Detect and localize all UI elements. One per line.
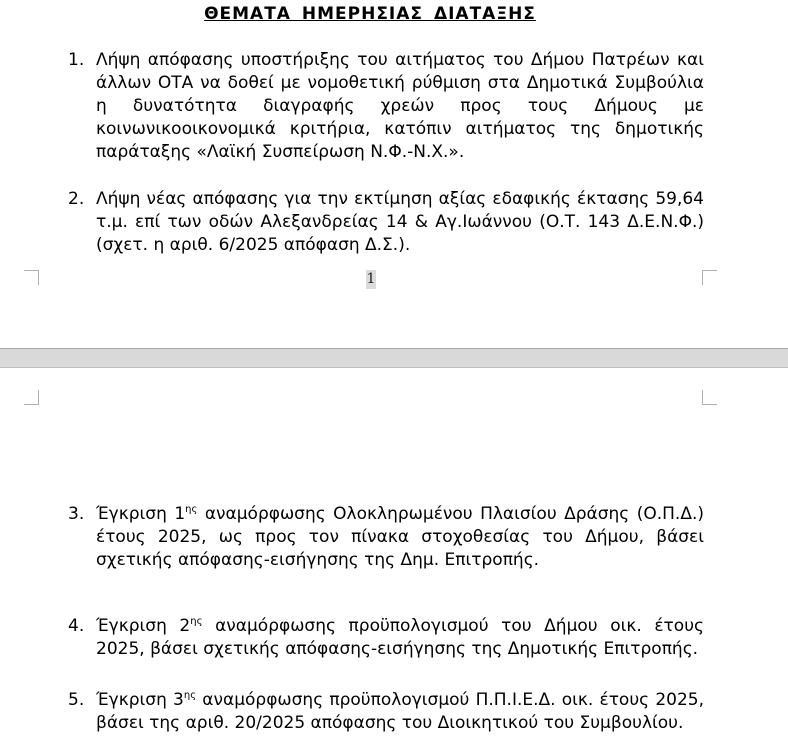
margin-corner-mark — [702, 390, 717, 405]
agenda-item-4 — [68, 615, 704, 661]
ordinal-suffix: ης — [185, 504, 198, 515]
document-page-1 — [0, 0, 788, 348]
item-text[interactable] — [96, 503, 704, 572]
agenda-title: ΘΕΜΑΤΑ ΗΜΕΡΗΣΙΑΣ ΔΙΑΤΑΞΗΣ — [204, 4, 536, 24]
item-text[interactable] — [96, 689, 704, 735]
page-break-gap — [0, 348, 788, 368]
item-text[interactable]: Λήψη απόφασης υποστήριξης του αιτήματος του Δήμου Πατρέων και άλλων ΟΤΑ να δοθεί με νομοθετική ρύθμιση στα Δημοτικά Συμβούλια η δυνατότητα διαγραφής χρεών προς τους Δήμους με κοινωνικοοικονομικά κριτήρια, κατόπιν αιτήματος της δημοτικής παράταξης «Λαϊκή Συσπείρωση Ν.Φ.-Ν.Χ.». — [96, 50, 704, 162]
item-number: 5. — [68, 690, 85, 710]
agenda-item-5 — [68, 689, 704, 735]
item-number: 3. — [68, 504, 85, 524]
agenda-item-2 — [68, 188, 704, 257]
ordinal-suffix: ης — [183, 690, 197, 701]
ordinal-suffix: ης — [190, 616, 203, 627]
item-body: αναμόρφωσης προϋπολογισμού του Δήμου οικ. έτους 2025, βάσει σχετικής απόφασης-εισήγησης της Δημοτικής Επιτροπής. — [96, 616, 705, 659]
item-text[interactable]: Λήψη νέας απόφασης για την εκτίμηση αξίας εδαφικής έκτασης 59,64 τ.μ. επί των οδών Αλεξανδρείας 14 & Αγ.Ιωάννου (Ο.Τ. 143 Δ.Ε.Ν.Φ.) (σχετ. η αριθ. 6/2025 απόφαση Δ.Σ.). — [96, 189, 704, 255]
item-number: 4. — [68, 616, 85, 636]
item-body: αναμόρφωσης προϋπολογισμού Π.Π.Ι.Ε.Δ. οικ. έτους 2025, βάσει της αριθ. 20/2025 απόφασης του Διοικητικού του Συμβουλίου. — [96, 690, 705, 733]
item-number: 2. — [68, 189, 85, 209]
item-body: αναμόρφωσης Ολοκληρωμένου Πλαισίου Δράσης (Ο.Π.Δ.) έτους 2025, ως προς τον πίνακα στοχοθεσίας του Δήμου, βάσει σχετικής απόφασης-εισήγησης της Δημ. Επιτροπής. — [96, 504, 704, 570]
item-prefix: Έγκριση 3 — [96, 690, 184, 710]
item-text[interactable] — [96, 615, 704, 661]
page-number: 1 — [366, 271, 376, 287]
item-prefix: Έγκριση 2 — [96, 616, 191, 636]
margin-corner-mark — [24, 390, 39, 405]
item-number: 1. — [68, 50, 85, 70]
agenda-item-1 — [68, 49, 704, 164]
document-page-2 — [0, 368, 788, 753]
margin-corner-mark — [702, 270, 717, 285]
agenda-item-3 — [68, 503, 704, 572]
margin-corner-mark — [24, 270, 39, 285]
item-prefix: Έγκριση 1 — [96, 504, 186, 524]
